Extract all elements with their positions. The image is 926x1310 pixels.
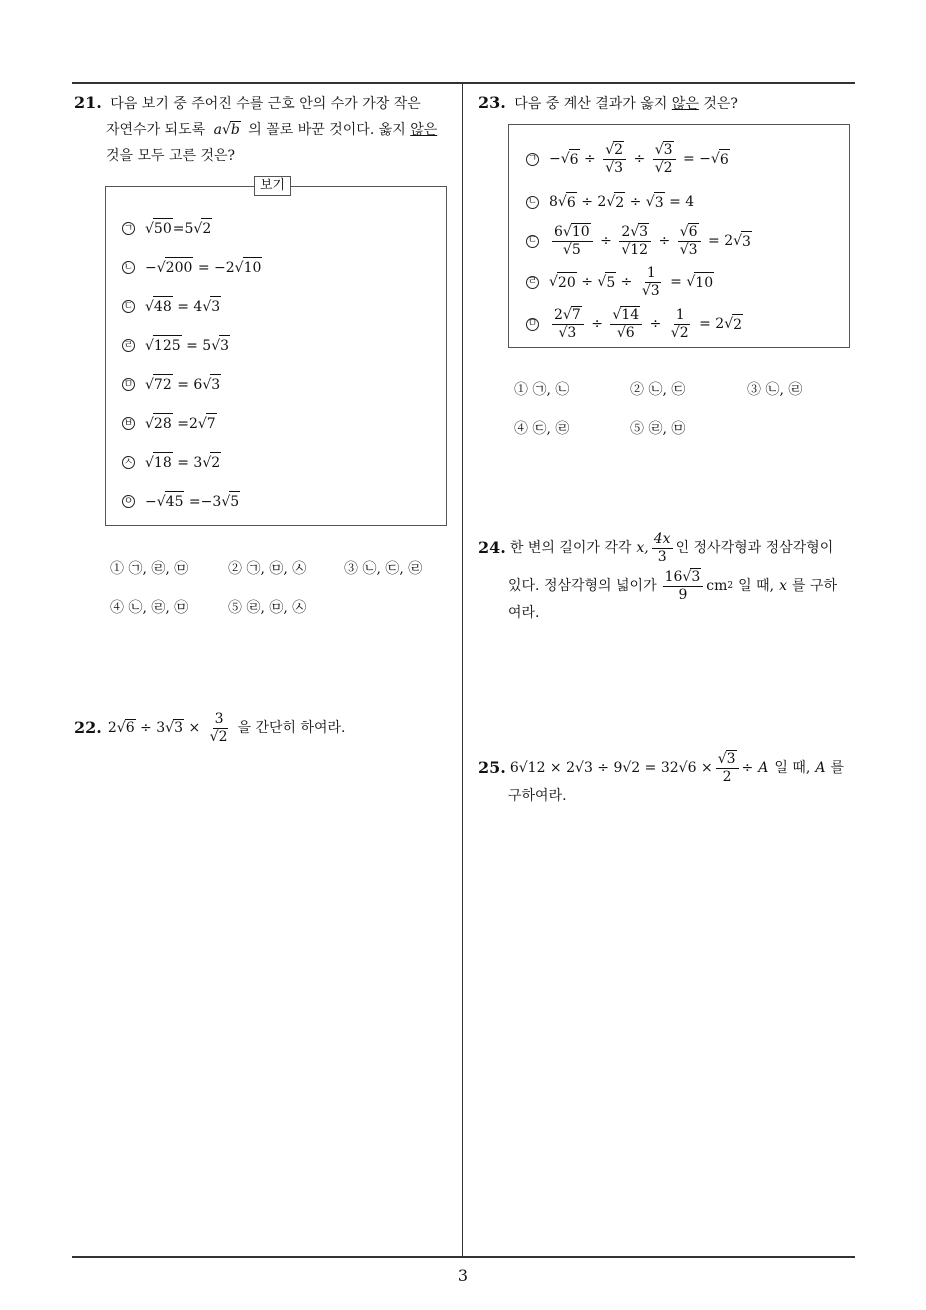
- q22-number: 22.: [74, 718, 102, 737]
- q21-lhs-sign: −: [145, 493, 157, 510]
- q22-text: 을 간단히 하여라.: [237, 720, 346, 736]
- q21-lhs-rad: 72: [153, 374, 173, 395]
- q22-rad1: 6: [125, 720, 135, 736]
- mark-siot-icon: ㅅ: [123, 456, 134, 468]
- q21-lhs-rad: 18: [153, 452, 173, 473]
- mark-giyeok-icon: ㄱ: [123, 222, 134, 234]
- q25-text-c: 구하여라.: [508, 788, 567, 804]
- q21-line3: [106, 146, 235, 166]
- q24-frac-num: 4x: [653, 530, 671, 547]
- q21-relation: =: [193, 259, 215, 276]
- q21-choice-2[interactable]: ② ㉠, ㉤, ㉦: [228, 561, 307, 577]
- q24-text-c: 있다. 정삼각형의 넓이가: [508, 578, 657, 594]
- q21-item-7: ㅅ √ 18 = 3 √ 2: [122, 452, 221, 473]
- q21-rhs-coef: −2: [214, 259, 235, 276]
- q23-choice-4[interactable]: ④ ㉢, ㉣: [514, 421, 570, 437]
- q21-item-3: ㄷ √ 48 = 4 √ 3: [122, 296, 221, 317]
- q24-area-rad: 3: [691, 568, 701, 585]
- mark-nieun-icon: ㄴ: [123, 261, 134, 273]
- q25-var-a2: A: [815, 760, 826, 776]
- q22-frac-den: 2: [218, 728, 228, 745]
- q25-text-a: 일 때,: [774, 760, 811, 776]
- q21-item-1: ㄱ √ 50 = 5 √ 2: [122, 218, 212, 239]
- q21-lhs-rad: 200: [165, 257, 194, 278]
- mark-mieum-icon: ㅁ: [123, 378, 134, 390]
- q21-rhs-rad: 7: [206, 413, 217, 434]
- q21-item-6: ㅂ √ 28 = 2 √ 7: [122, 413, 217, 434]
- q21-box-legend: 보기: [254, 176, 291, 196]
- page-number: 3: [457, 1266, 469, 1285]
- q24-frac-den: 3: [657, 548, 667, 565]
- q21-rhs-coef: −3: [200, 493, 222, 510]
- mark-nieun-icon: ㄴ: [527, 196, 538, 207]
- q21-relation: =: [181, 337, 203, 354]
- q24-area-fraction: $\frac{16√3}{9}$: [663, 570, 704, 602]
- q22-fraction: $\frac{3}{√2}$: [209, 710, 228, 745]
- q25-text-b: 를: [830, 760, 844, 776]
- q22-op2: ×: [184, 720, 205, 736]
- q21-line1: [74, 93, 421, 114]
- bottom-rule: [72, 1256, 855, 1258]
- q21-lhs-sign: −: [145, 259, 157, 276]
- q22-line: [74, 708, 346, 748]
- column-divider: [462, 83, 463, 1257]
- q21-item-5: ㅁ √ 72 = 6 √ 3: [122, 374, 221, 395]
- q21-math-a: a: [213, 122, 222, 138]
- mark-digeut-icon: ㄷ: [123, 300, 134, 312]
- q21-relation: =: [172, 298, 194, 315]
- q21-choice-3[interactable]: ③ ㉡, ㉢, ㉣: [344, 561, 423, 577]
- q23-choice-5[interactable]: ⑤ ㉣, ㉤: [630, 421, 686, 437]
- q24-unit-exp: 2: [727, 581, 734, 591]
- q24-text-e: 를 구하: [791, 578, 838, 594]
- q21-underlined-word: 않은: [410, 122, 438, 138]
- q21-rhs-coef: 5: [202, 337, 212, 354]
- q21-text-1: 다음 보기 중 주어진 수를 근호 안의 수가 가장 작은: [110, 96, 421, 112]
- q21-rhs-rad: 3: [210, 296, 221, 317]
- mark-rieul-icon: ㄹ: [527, 276, 538, 287]
- q21-rhs-rad: 3: [210, 374, 221, 395]
- q21-item-4: ㄹ √ 125 = 5 √ 3: [122, 335, 230, 356]
- q24-area-coef: 16: [664, 568, 683, 585]
- q23-item-2: ㄴ 8 √ 6 ÷ 2 √ 2 ÷ √ 3 = 4: [526, 191, 694, 213]
- q24-line1: [478, 528, 833, 568]
- q23-line1: [478, 93, 738, 114]
- q21-lhs-rad: 125: [153, 335, 182, 356]
- q22-frac-num: 3: [214, 710, 224, 727]
- q21-choice-1[interactable]: ① ㉠, ㉣, ㉤: [110, 561, 189, 577]
- mark-bieup-icon: ㅂ: [123, 417, 134, 429]
- mark-digeut-icon: ㄷ: [527, 235, 538, 246]
- q24-number: 24.: [478, 538, 506, 557]
- q25-expression: 6√12 × 2√3 ÷ 9√2 = 32√6 ×: [509, 760, 713, 776]
- q22-rad2: 3: [174, 720, 183, 736]
- q21-rhs-rad: 2: [210, 452, 221, 473]
- q21-text-2b: 의 꼴로 바꾼 것이다. 옳지: [248, 122, 406, 138]
- q23-text-b: 것은?: [703, 96, 738, 112]
- q21-rhs-coef: 3: [193, 454, 203, 471]
- q24-unit: cm: [706, 578, 728, 594]
- q24-text-b: 인 정사각형과 정삼각형이: [675, 540, 834, 556]
- q23-choice-3[interactable]: ③ ㉡, ㉣: [747, 382, 803, 398]
- q21-line2: 자연수가 되도록 a√b 의 꼴로 바꾼 것이다. 옳지 않은: [106, 122, 438, 138]
- q21-lhs-rad: 50: [153, 218, 173, 239]
- q25-line1: [478, 748, 844, 788]
- q24-line3: [508, 603, 540, 623]
- q21-rhs-coef: 6: [193, 376, 203, 393]
- mark-rieul-icon: ㄹ: [123, 339, 134, 351]
- q21-rhs-rad: 5: [229, 491, 240, 512]
- q25-number: 25.: [478, 758, 506, 777]
- q21-rhs-coef: 4: [193, 298, 203, 315]
- q21-number: 21.: [74, 93, 102, 112]
- q21-item-2: ㄴ − √ 200 = −2 √ 10: [122, 257, 262, 278]
- q21-relation: =: [172, 415, 189, 432]
- q21-lhs-rad: 45: [165, 491, 185, 512]
- q24-line2: [508, 566, 837, 606]
- q24-var-x2: x: [779, 578, 787, 594]
- q21-text-3: 것을 모두 고른 것은?: [106, 148, 236, 164]
- q23-item-3: ㄷ $\frac{6√10}{√5}$ ÷ $\frac{2√3}{√12}$ ÷ $\frac{√6}{√3}$ = 2 √ 3: [527, 223, 751, 258]
- q24-text-a: 한 변의 길이가 각각: [509, 540, 632, 556]
- mark-ieung-icon: ㅇ: [123, 495, 134, 507]
- q21-lhs-rad: 28: [153, 413, 173, 434]
- q21-rhs-rad: 2: [201, 218, 212, 239]
- q24-text-d: 일 때,: [738, 578, 775, 594]
- mark-giyeok-icon: ㄱ: [527, 153, 538, 164]
- q24-var-x: x,: [636, 540, 649, 556]
- q21-rhs-rad: 10: [243, 257, 263, 278]
- q24-fraction: [652, 532, 673, 564]
- q23-item-5: ㅁ $\frac{2√7}{√3}$ ÷ $\frac{√14}{√6}$ ÷ $\frac{1}{√2}$ = 2 √ 2: [527, 306, 743, 341]
- q25-frac-num: 3: [726, 750, 736, 767]
- q25-div-op: ÷: [741, 760, 754, 776]
- q24-area-den: 9: [678, 586, 688, 603]
- q21-relation: =: [184, 493, 201, 510]
- q22-coef1: 2: [107, 720, 117, 736]
- q25-fraction: $\frac{√3}{2}$: [716, 752, 739, 784]
- q21-math-b: b: [230, 122, 240, 138]
- q21-relation: =: [172, 376, 194, 393]
- q22-expression: 2√6 ÷ 3√3 × $\frac{3}{√2}$: [108, 712, 234, 744]
- q21-relation: =: [172, 454, 194, 471]
- mark-mieum-icon: ㅁ: [527, 318, 538, 329]
- q21-choice-4[interactable]: ④ ㉡, ㉣, ㉤: [110, 600, 189, 616]
- q25-line2: [508, 786, 567, 806]
- q21-lhs-rad: 48: [153, 296, 173, 317]
- q21-rhs-coef: 2: [188, 415, 198, 432]
- q25-var-a: A: [758, 760, 769, 776]
- q23-item-1: ㄱ − √ 6 ÷ $\frac{√2}{√3}$ ÷ $\frac{√3}{√2}$ = − √ 6: [527, 141, 729, 176]
- q23-underlined-word: 않은: [671, 96, 699, 112]
- q22-op1: ÷ 3: [135, 720, 166, 736]
- top-rule: [72, 82, 855, 84]
- q23-number: 23.: [478, 93, 506, 112]
- q24-text-f: 여라.: [508, 605, 540, 621]
- q21-rhs-rad: 3: [219, 335, 230, 356]
- q23-item-4: ㄹ √ 20 ÷ √ 5 ÷ $\frac{1}{√3}$ = √ 10: [527, 264, 714, 299]
- q25-frac-den: 2: [722, 768, 732, 785]
- q23-text-a: 다음 중 계산 결과가 옳지: [514, 96, 668, 112]
- q21-choice-5[interactable]: ⑤ ㉣, ㉤, ㉦: [228, 600, 307, 616]
- q23-choice-2[interactable]: ② ㉡, ㉢: [630, 382, 686, 398]
- q21-rhs-coef: 5: [184, 220, 194, 237]
- q21-relation: =: [172, 220, 185, 237]
- q21-item-8: ㅇ − √ 45 = −3 √ 5: [122, 491, 240, 512]
- q23-choice-1[interactable]: ① ㉠, ㉡: [514, 382, 570, 398]
- q21-text-2a: 자연수가 되도록: [106, 122, 206, 138]
